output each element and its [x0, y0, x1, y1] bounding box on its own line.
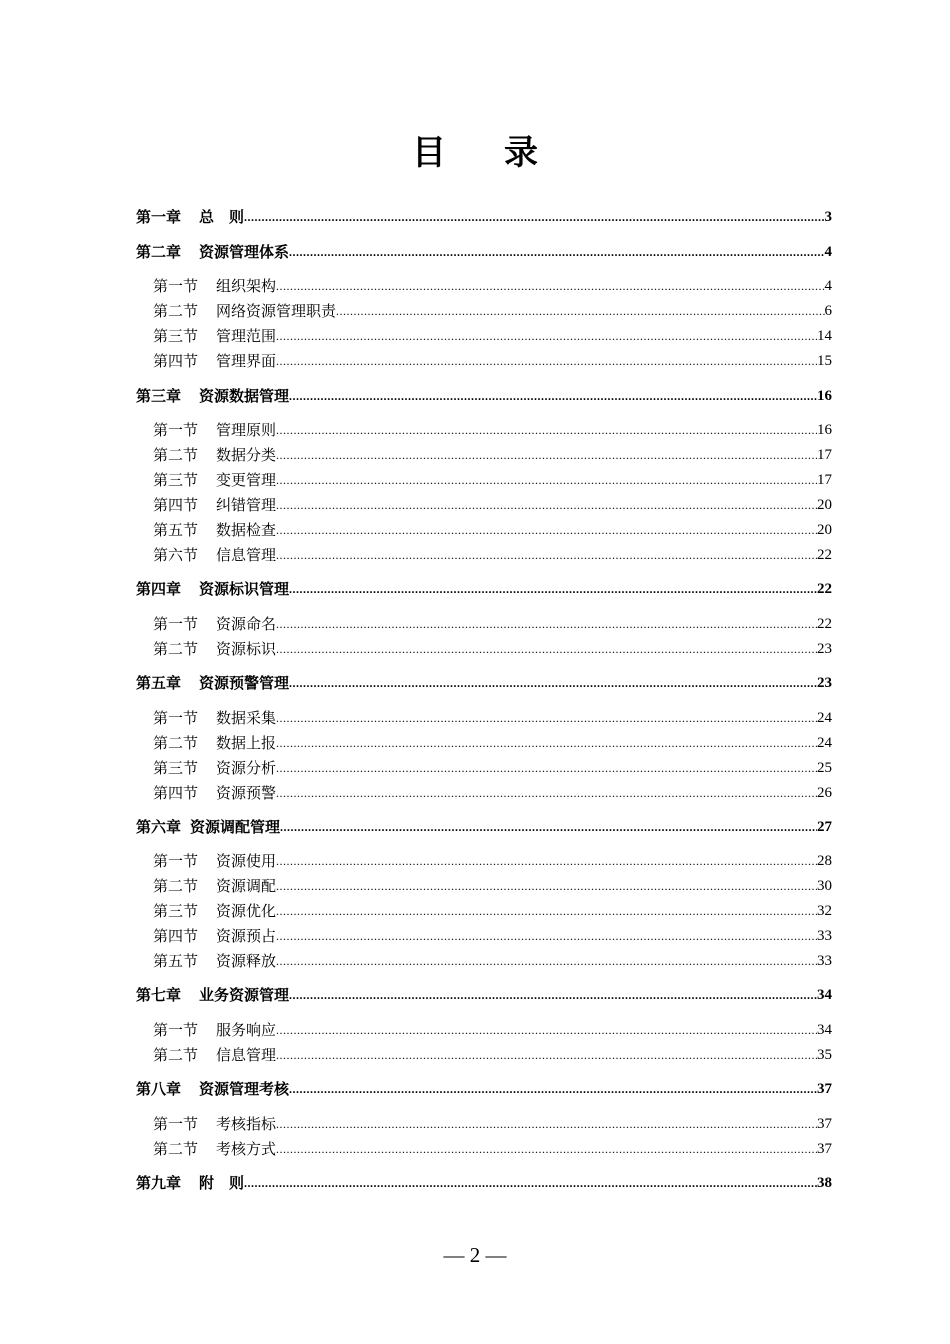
page-number: 23 — [817, 675, 832, 691]
section-number: 第五节 — [153, 952, 199, 970]
page-number: 16 — [817, 422, 832, 438]
page-number: 20 — [817, 522, 832, 538]
chapter-title: 资源标识管理 — [199, 580, 290, 598]
page-number: 24 — [817, 735, 832, 751]
chapter-number: 第五章 — [136, 674, 182, 692]
section-number: 第四节 — [153, 784, 199, 802]
page-number: 17 — [817, 472, 832, 488]
dot-leader — [276, 418, 817, 442]
section-title: 网络资源管理职责 — [216, 302, 337, 320]
section-title: 资源标识 — [216, 640, 277, 658]
dot-leader — [244, 205, 824, 229]
page-number: 34 — [817, 987, 832, 1003]
toc-chapter-3[interactable] — [136, 384, 832, 408]
section-number: 第二节 — [153, 446, 199, 464]
toc-chapter-9[interactable] — [136, 1171, 832, 1195]
section-number: 第一节 — [153, 1115, 199, 1133]
dot-leader — [276, 349, 817, 373]
page-number: 15 — [817, 353, 832, 369]
chapter-title: 总 则 — [199, 208, 245, 226]
section-number: 第二节 — [153, 302, 199, 320]
page-number: 32 — [817, 903, 832, 919]
toc-section-4-1[interactable] — [153, 612, 832, 636]
section-number: 第六节 — [153, 546, 199, 564]
dot-leader — [276, 949, 817, 973]
dot-leader — [276, 731, 817, 755]
dot-leader — [276, 899, 817, 923]
section-title: 资源释放 — [216, 952, 277, 970]
page-number: 16 — [817, 388, 832, 404]
toc-section-6-5[interactable] — [153, 949, 832, 973]
toc-section-2-3[interactable] — [153, 324, 832, 348]
page-number: 33 — [817, 928, 832, 944]
page-number: 35 — [817, 1047, 832, 1063]
dot-leader — [276, 324, 817, 348]
page-footer-number: — 2 — — [443, 1243, 507, 1267]
dot-leader — [276, 493, 817, 517]
dot-leader — [289, 671, 817, 695]
section-number: 第四节 — [153, 352, 199, 370]
dot-leader — [276, 849, 817, 873]
toc-section-4-2[interactable] — [153, 637, 832, 661]
toc-section-6-1[interactable] — [153, 849, 832, 873]
section-title: 数据检查 — [216, 521, 277, 539]
section-title: 信息管理 — [216, 1046, 277, 1064]
toc-section-7-1[interactable] — [153, 1018, 832, 1042]
dot-leader — [280, 815, 817, 839]
section-title: 资源预占 — [216, 927, 277, 945]
dot-leader — [276, 1018, 817, 1042]
page-title — [0, 128, 950, 178]
toc-section-2-2[interactable] — [153, 299, 832, 323]
dot-leader — [276, 756, 817, 780]
page-number: 27 — [817, 819, 832, 835]
chapter-number: 第八章 — [136, 1080, 182, 1098]
page-number: 22 — [817, 581, 832, 597]
section-number: 第三节 — [153, 327, 199, 345]
page-number: 14 — [817, 328, 832, 344]
page-number: 26 — [817, 785, 832, 801]
toc-section-5-3[interactable] — [153, 756, 832, 780]
chapter-title: 资源预警管理 — [199, 674, 290, 692]
page-number: 20 — [817, 497, 832, 513]
section-title: 考核指标 — [216, 1115, 277, 1133]
section-title: 变更管理 — [216, 471, 277, 489]
toc-chapter-6[interactable] — [136, 815, 832, 839]
chapter-number: 第七章 — [136, 986, 182, 1004]
toc-section-6-3[interactable] — [153, 899, 832, 923]
dot-leader — [244, 1171, 817, 1195]
toc-section-3-1[interactable] — [153, 418, 832, 442]
dot-leader — [276, 781, 817, 805]
toc-chapter-1[interactable] — [136, 205, 832, 229]
toc-section-7-2[interactable] — [153, 1043, 832, 1067]
section-number: 第三节 — [153, 471, 199, 489]
chapter-number: 第四章 — [136, 580, 182, 598]
section-title: 考核方式 — [216, 1140, 277, 1158]
dot-leader — [276, 518, 817, 542]
toc-section-3-6[interactable] — [153, 543, 832, 567]
section-title: 服务响应 — [216, 1021, 277, 1039]
dot-leader — [289, 1077, 817, 1101]
dot-leader — [276, 637, 817, 661]
page-number: 24 — [817, 710, 832, 726]
page-number: 28 — [817, 853, 832, 869]
page-number: 22 — [817, 547, 832, 563]
page-number: 17 — [817, 447, 832, 463]
page-number: 37 — [817, 1141, 832, 1157]
page-number: 25 — [817, 760, 832, 776]
section-number: 第二节 — [153, 877, 199, 895]
section-title: 资源使用 — [216, 852, 277, 870]
toc-section-6-4[interactable] — [153, 924, 832, 948]
toc-chapter-7[interactable] — [136, 983, 832, 1007]
section-number: 第二节 — [153, 1046, 199, 1064]
section-title: 数据上报 — [216, 734, 277, 752]
dot-leader — [276, 1137, 817, 1161]
page-number: 38 — [817, 1175, 832, 1191]
section-title: 管理原则 — [216, 421, 277, 439]
dot-leader — [289, 577, 817, 601]
page-number: 4 — [824, 244, 832, 260]
chapter-title: 资源数据管理 — [199, 387, 290, 405]
section-number: 第二节 — [153, 734, 199, 752]
dot-leader — [276, 468, 817, 492]
section-number: 第二节 — [153, 640, 199, 658]
section-title: 管理范围 — [216, 327, 277, 345]
page-number: 34 — [817, 1022, 832, 1038]
toc-chapter-8[interactable] — [136, 1077, 832, 1101]
section-number: 第一节 — [153, 709, 199, 727]
dot-leader — [276, 1043, 817, 1067]
chapter-number: 第一章 — [136, 208, 182, 226]
dot-leader — [289, 240, 824, 264]
title-char-lu: 录 — [504, 133, 538, 173]
chapter-title: 业务资源管理 — [199, 986, 290, 1004]
page-number: 3 — [824, 209, 832, 225]
page-number: 30 — [817, 878, 832, 894]
section-title: 资源命名 — [216, 615, 277, 633]
section-number: 第五节 — [153, 521, 199, 539]
page-number: 33 — [817, 953, 832, 969]
toc-section-2-1[interactable] — [153, 274, 832, 298]
page-number: 37 — [817, 1116, 832, 1132]
chapter-title: 资源调配管理 — [190, 818, 281, 836]
section-number: 第四节 — [153, 496, 199, 514]
dot-leader — [276, 443, 817, 467]
section-number: 第一节 — [153, 421, 199, 439]
section-title: 资源调配 — [216, 877, 277, 895]
chapter-title: 资源管理体系 — [199, 243, 290, 261]
toc-section-6-2[interactable] — [153, 874, 832, 898]
section-number: 第一节 — [153, 277, 199, 295]
section-number: 第二节 — [153, 1140, 199, 1158]
dot-leader — [276, 874, 817, 898]
dot-leader — [276, 612, 817, 636]
toc-section-3-2[interactable] — [153, 443, 832, 467]
toc-section-5-4[interactable] — [153, 781, 832, 805]
chapter-number: 第九章 — [136, 1174, 182, 1192]
page-number: 22 — [817, 616, 832, 632]
dot-leader — [276, 274, 824, 298]
toc-section-8-1[interactable] — [153, 1112, 832, 1136]
toc-chapter-4[interactable] — [136, 577, 832, 601]
toc-section-3-4[interactable] — [153, 493, 832, 517]
section-number: 第三节 — [153, 759, 199, 777]
section-number: 第四节 — [153, 927, 199, 945]
dot-leader — [276, 706, 817, 730]
chapter-number: 第三章 — [136, 387, 182, 405]
section-title: 信息管理 — [216, 546, 277, 564]
toc-section-3-5[interactable] — [153, 518, 832, 542]
dot-leader — [276, 543, 817, 567]
toc-chapter-2[interactable] — [136, 240, 832, 264]
toc-section-5-1[interactable] — [153, 706, 832, 730]
section-number: 第一节 — [153, 1021, 199, 1039]
section-title: 数据分类 — [216, 446, 277, 464]
chapter-number: 第六章 — [136, 818, 182, 836]
page-number: 6 — [824, 303, 832, 319]
dot-leader — [289, 983, 817, 1007]
dot-leader — [289, 384, 817, 408]
section-title: 资源分析 — [216, 759, 277, 777]
page-number: 4 — [824, 278, 832, 294]
title-char-mu: 目 — [412, 133, 446, 173]
section-title: 资源预警 — [216, 784, 277, 802]
section-title: 组织架构 — [216, 277, 277, 295]
chapter-number: 第二章 — [136, 243, 182, 261]
section-number: 第一节 — [153, 615, 199, 633]
dot-leader — [336, 299, 824, 323]
toc-section-2-4[interactable] — [153, 349, 832, 373]
toc-section-3-3[interactable] — [153, 468, 832, 492]
toc-chapter-5[interactable] — [136, 671, 832, 695]
toc-section-5-2[interactable] — [153, 731, 832, 755]
page-number: 37 — [817, 1081, 832, 1097]
section-title: 数据采集 — [216, 709, 277, 727]
section-title: 纠错管理 — [216, 496, 277, 514]
chapter-title: 附 则 — [199, 1174, 245, 1192]
chapter-title: 资源管理考核 — [199, 1080, 290, 1098]
section-title: 资源优化 — [216, 902, 277, 920]
toc-section-8-2[interactable] — [153, 1137, 832, 1161]
dot-leader — [276, 924, 817, 948]
section-number: 第一节 — [153, 852, 199, 870]
page-number: 23 — [817, 641, 832, 657]
dot-leader — [276, 1112, 817, 1136]
section-number: 第三节 — [153, 902, 199, 920]
section-title: 管理界面 — [216, 352, 277, 370]
